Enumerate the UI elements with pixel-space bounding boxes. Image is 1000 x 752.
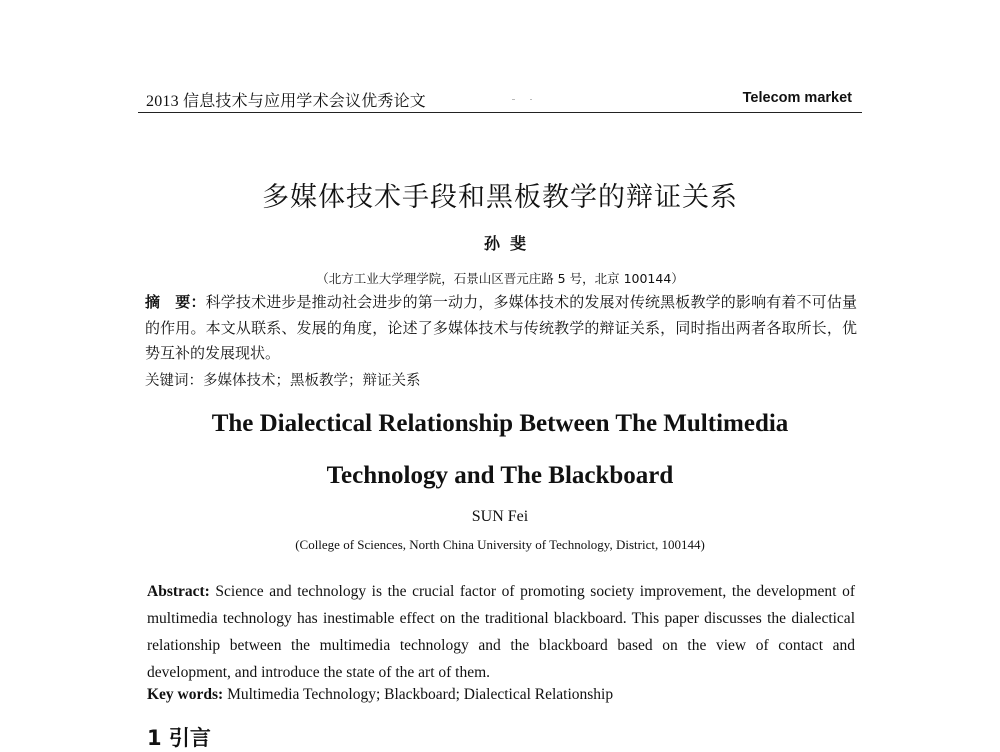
chinese-author: 孙斐 xyxy=(483,234,536,253)
english-abstract-label: Abstract: xyxy=(147,583,210,600)
chinese-abstract-text: 科学技术进步是推动社会进步的第一动力，多媒体技术的发展对传统黑板教学的影响有着不可估量的作用。本文从联系、发展的角度，论述了多媒体技术与传统教学的辩证关系，同时指出两者各取所长，优势互补的发展现状。 xyxy=(145,293,857,362)
scan-speck xyxy=(512,99,515,100)
chinese-abstract xyxy=(145,290,857,367)
header-conference: 2013 信息技术与应用学术会议优秀论文 xyxy=(146,93,427,110)
english-abstract-text: Science and technology is the crucial factor of promoting society improvement, the development of multimedia technology has inestimable effect on the traditional blackboard. This paper discusses the dialectical relationship between the multimedia technology and the blackboard based on the view of contact and development, and introduce the state of the art of them. xyxy=(147,583,855,681)
chinese-abstract-label: 摘 要： xyxy=(145,293,206,311)
chinese-affiliation: （北方工业大学理学院，石景山区晋元庄路 5 号，北京 100144） xyxy=(316,271,684,286)
chinese-title: 多媒体技术手段和黑板教学的辩证关系 xyxy=(262,182,738,213)
section-heading-introduction: 1 引言 xyxy=(147,726,211,750)
english-keywords xyxy=(147,686,855,704)
chinese-keywords-label: 关键词： xyxy=(145,373,203,389)
english-author: SUN Fei xyxy=(471,508,529,525)
english-title-line-2: Technology and The Blackboard xyxy=(326,462,674,489)
chinese-keywords xyxy=(145,369,857,390)
english-keywords-text: Multimedia Technology; Blackboard; Dialectical Relationship xyxy=(223,686,614,703)
english-title-line-1: The Dialectical Relationship Between The Multimedia xyxy=(211,410,789,437)
english-keywords-label: Key words: xyxy=(147,686,224,703)
scan-speck xyxy=(530,99,532,100)
running-header xyxy=(140,88,860,112)
chinese-keywords-text: 多媒体技术；黑板教学；辩证关系 xyxy=(203,373,421,389)
header-rule xyxy=(138,112,862,113)
header-journal: Telecom market xyxy=(742,90,852,106)
english-affiliation: (College of Sciences, North China University of Technology, District, 100144) xyxy=(295,537,705,552)
english-abstract xyxy=(147,578,855,686)
